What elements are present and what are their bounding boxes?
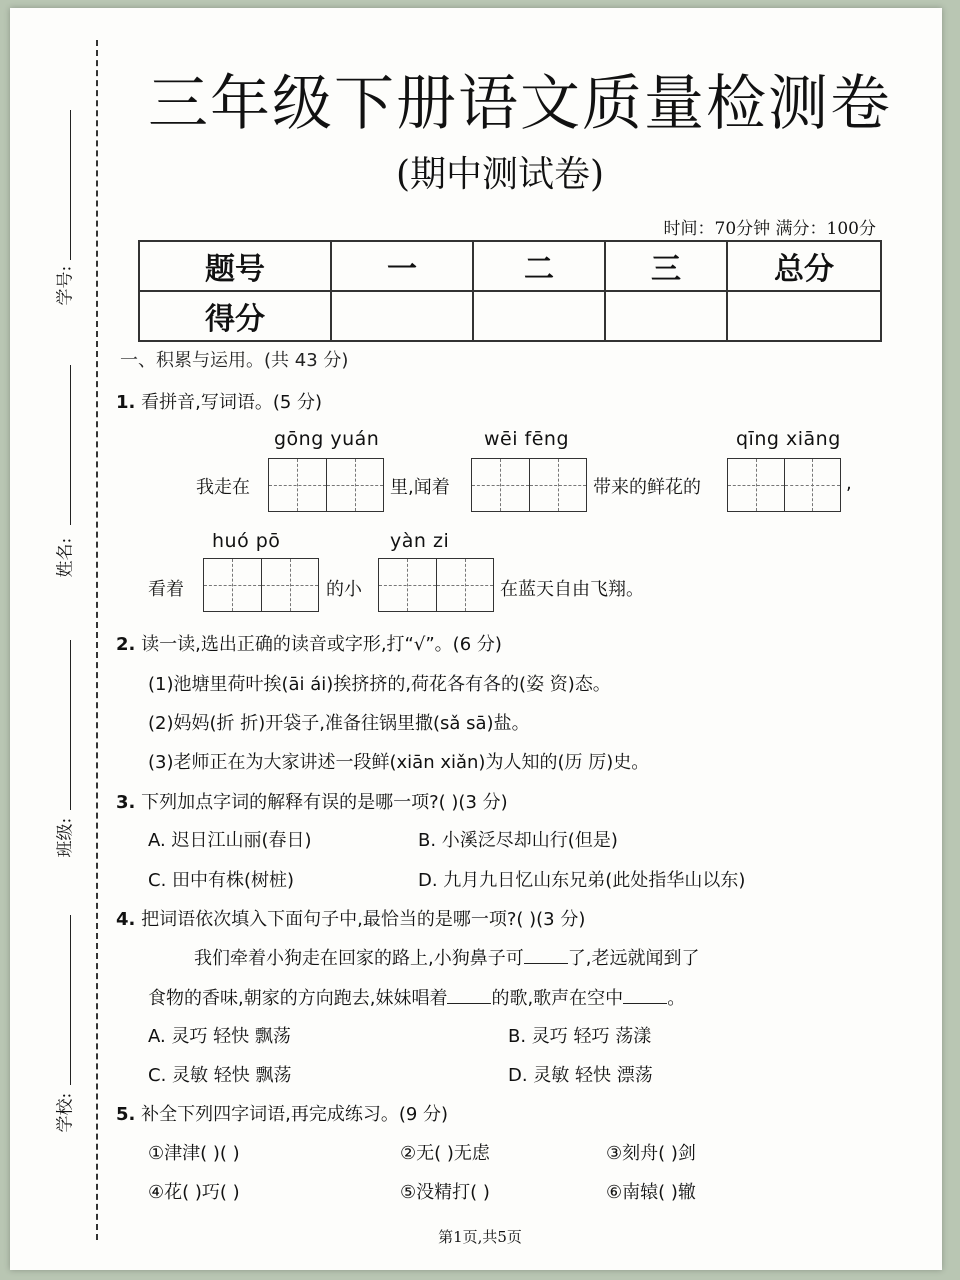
q4-option-c: C. 灵敏 轻快 飘荡 — [148, 1065, 292, 1086]
score-table-cell: 二 — [473, 241, 605, 291]
school-label: 学校: — [55, 1092, 76, 1133]
question-number: 5. — [116, 1104, 136, 1125]
q3-option-c: C. 田中有株(树桩) — [148, 870, 295, 891]
q5-item: ③刻舟( )剑 — [606, 1143, 696, 1164]
class-line — [70, 640, 71, 810]
writing-grid[interactable] — [378, 558, 494, 612]
q1-text-segment: 看着 — [148, 579, 184, 600]
q5-item: ⑥南辕( )辙 — [606, 1182, 696, 1203]
q1-text-segment: 里,闻着 — [390, 477, 450, 498]
score-table — [138, 240, 882, 342]
student-id-field — [48, 110, 78, 340]
q4-passage-text: 我们牵着小狗走在回家的路上,小狗鼻子可 — [194, 948, 524, 969]
fill-blank[interactable] — [447, 989, 491, 1004]
score-entry-cell[interactable] — [605, 291, 727, 341]
name-field — [48, 365, 78, 605]
q1-text-segment: 带来的鲜花的 — [593, 477, 701, 498]
school-field — [48, 915, 78, 1155]
name-line — [70, 365, 71, 525]
q4-passage-text: 的歌,歌声在空中 — [491, 988, 624, 1009]
score-table-cell: 三 — [605, 241, 727, 291]
pinyin-3: qīng xiāng — [736, 428, 841, 450]
writing-grid[interactable] — [471, 458, 587, 512]
score-table-score-row — [139, 291, 881, 341]
page-title: 三年级下册语文质量检测卷 — [148, 69, 892, 139]
q4-option-b: B. 灵巧 轻巧 荡漾 — [508, 1026, 652, 1047]
pinyin-5: yàn zi — [390, 530, 450, 552]
question-text: 把词语依次填入下面句子中,最恰当的是哪一项?( )(3 分) — [141, 909, 586, 930]
q5-item: ②无( )无虑 — [400, 1143, 490, 1164]
q4-option-d: D. 灵敏 轻快 漂荡 — [508, 1065, 653, 1086]
question-4 — [116, 905, 585, 931]
score-table-cell: 一 — [331, 241, 473, 291]
question-1 — [116, 388, 322, 414]
q3-option-a: A. 迟日江山丽(春日) — [148, 830, 312, 851]
q4-option-a: A. 灵巧 轻快 飘荡 — [148, 1026, 291, 1047]
q5-item: ⑤没精打( ) — [400, 1182, 490, 1203]
question-number: 2. — [116, 634, 136, 655]
q4-passage-text: 食物的香味,朝家的方向跑去,妹妹唱着 — [148, 988, 448, 1009]
q3-option-b: B. 小溪泛尽却山行(但是) — [418, 830, 618, 851]
question-text: 看拼音,写词语。(5 分) — [141, 392, 323, 413]
name-label: 姓名: — [55, 537, 76, 578]
writing-grid[interactable] — [268, 458, 384, 512]
question-3 — [116, 788, 508, 814]
score-entry-cell[interactable] — [473, 291, 605, 341]
question-number: 1. — [116, 392, 136, 413]
page-number: 第1页,共5页 — [438, 1228, 522, 1246]
fill-blank[interactable] — [623, 989, 667, 1004]
score-table-cell: 题号 — [139, 241, 331, 291]
pinyin-1: gōng yuán — [274, 428, 380, 450]
student-id-label: 学号: — [55, 265, 76, 306]
question-text: 下列加点字词的解释有误的是哪一项?( )(3 分) — [141, 792, 508, 813]
score-table-header-row — [139, 241, 881, 291]
q5-item: ①津津( )( ) — [148, 1143, 240, 1164]
q1-text-segment: 我走在 — [196, 477, 250, 498]
q4-passage-text: 。 — [667, 988, 686, 1009]
pinyin-4: huó pō — [212, 530, 281, 552]
time-and-score-info: 时间：70分钟 满分：100分 — [663, 219, 876, 239]
section-1-title: 一、积累与运用。(共 43 分) — [120, 350, 349, 371]
question-number: 4. — [116, 909, 136, 930]
class-label: 班级: — [55, 817, 76, 858]
q4-passage-line-2 — [148, 984, 685, 1010]
q2-item-3: (3)老师正在为大家讲述一段鲜(xiān xiǎn)为人知的(历 厉)史。 — [148, 752, 650, 773]
writing-grid[interactable] — [203, 558, 319, 612]
q4-passage-line-1 — [194, 944, 699, 970]
writing-grid[interactable] — [727, 458, 841, 512]
score-table-cell: 得分 — [139, 291, 331, 341]
student-id-line — [70, 110, 71, 260]
page-subtitle: (期中测试卷) — [395, 154, 605, 195]
score-entry-cell[interactable] — [331, 291, 473, 341]
q1-text-segment: , — [846, 473, 852, 494]
q4-passage-text: 了,老远就闻到了 — [567, 948, 700, 969]
question-text: 读一读,选出正确的读音或字形,打“√”。(6 分) — [141, 634, 502, 655]
score-entry-cell[interactable] — [727, 291, 881, 341]
question-2 — [116, 630, 502, 656]
question-text: 补全下列四字词语,再完成练习。(9 分) — [141, 1104, 449, 1125]
question-5 — [116, 1100, 448, 1126]
fill-blank[interactable] — [524, 949, 568, 964]
q1-text-segment: 的小 — [326, 579, 362, 600]
school-line — [70, 915, 71, 1085]
q3-option-d: D. 九月九日忆山东兄弟(此处指华山以东) — [418, 870, 746, 891]
q2-item-2: (2)妈妈(折 折)开袋子,准备往锅里撒(sǎ sā)盐。 — [148, 713, 530, 734]
q2-item-1: (1)池塘里荷叶挨(āi ái)挨挤挤的,荷花各有各的(姿 资)态。 — [148, 674, 611, 695]
q1-text-segment: 在蓝天自由飞翔。 — [500, 579, 644, 600]
class-field — [48, 640, 78, 880]
question-number: 3. — [116, 792, 136, 813]
pinyin-2: wēi fēng — [484, 428, 570, 450]
score-table-cell: 总分 — [727, 241, 881, 291]
binding-dashed-line — [96, 40, 98, 1240]
q5-item: ④花( )巧( ) — [148, 1182, 240, 1203]
